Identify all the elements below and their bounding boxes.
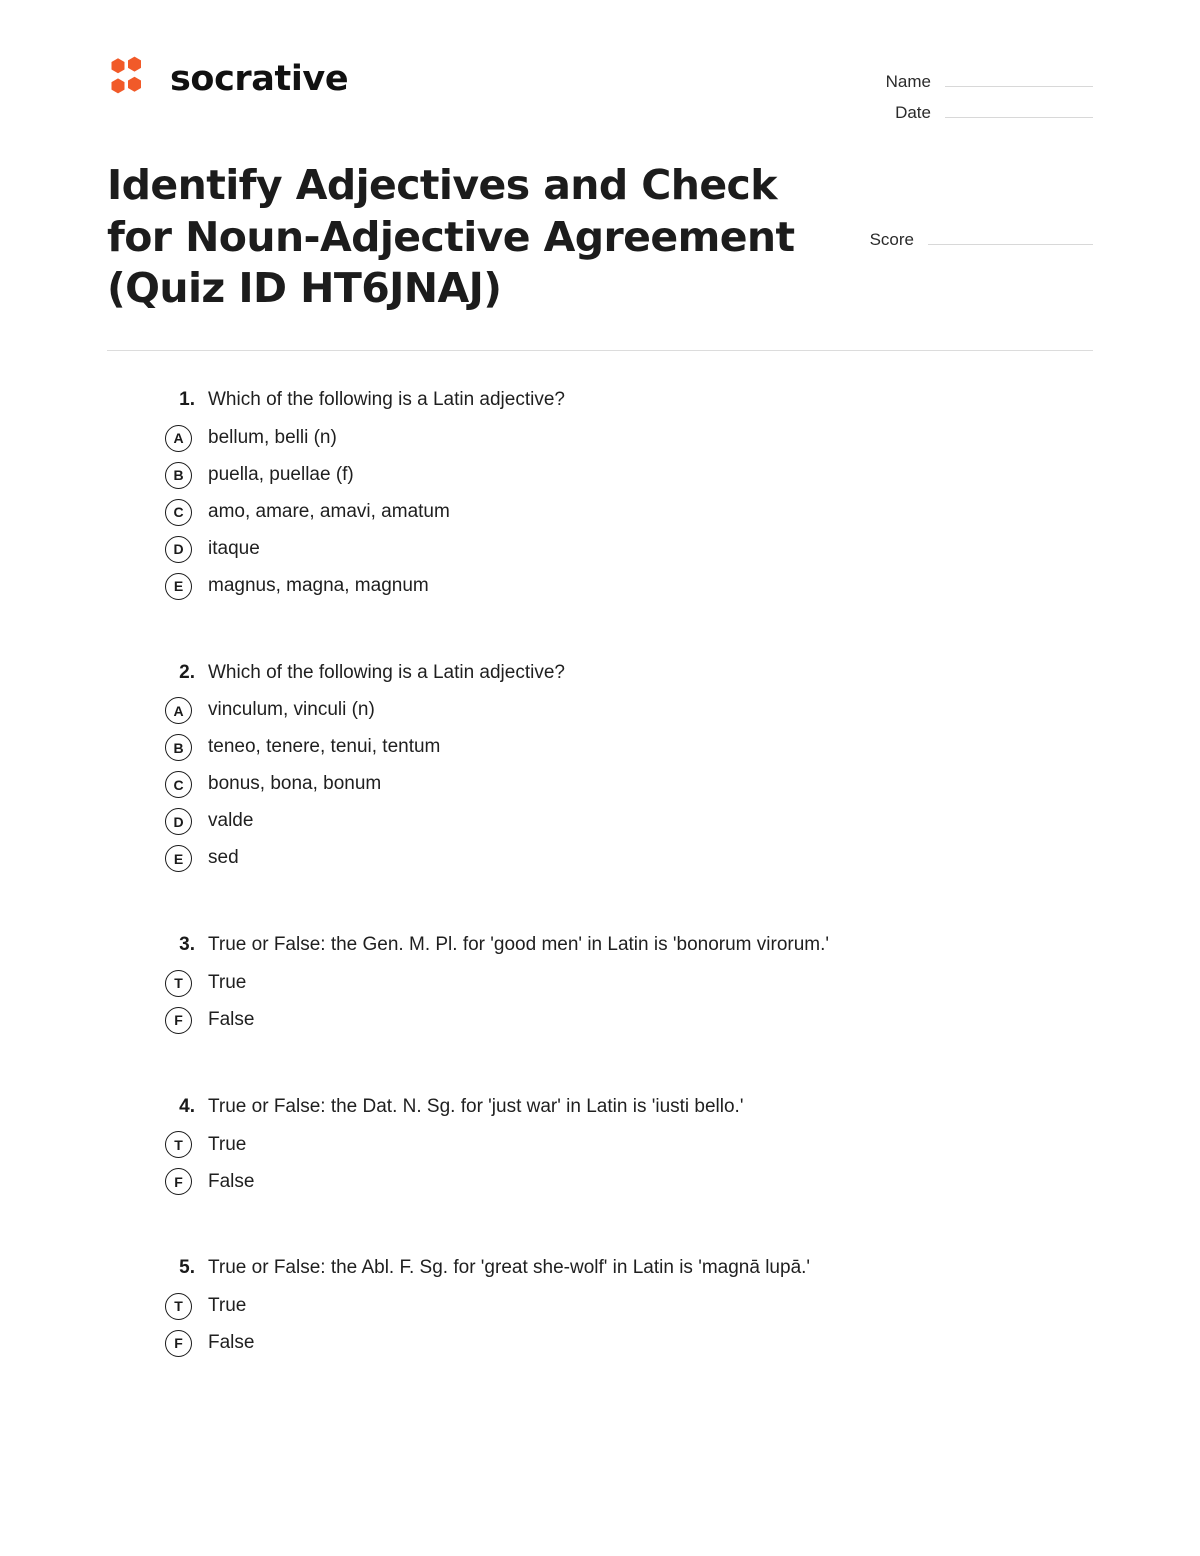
- answer-option[interactable]: [165, 970, 1093, 997]
- question-text: True or False: the Abl. F. Sg. for 'great she-wolf' in Latin is 'magnā lupā.': [208, 1257, 811, 1279]
- answer-option[interactable]: [165, 845, 1093, 872]
- question-heading: [165, 1255, 1093, 1282]
- date-field-rule[interactable]: [945, 116, 1093, 118]
- question-number: 4.: [179, 1095, 195, 1117]
- option-bubble[interactable]: B: [165, 734, 192, 761]
- option-bubble[interactable]: E: [165, 845, 192, 872]
- option-bubble[interactable]: C: [165, 771, 192, 798]
- question-block: [165, 1094, 1093, 1196]
- option-label: False: [208, 1332, 255, 1354]
- answer-option[interactable]: [165, 1168, 1093, 1195]
- option-bubble[interactable]: E: [165, 573, 192, 600]
- answer-option[interactable]: [165, 573, 1093, 600]
- question-heading: [165, 932, 1093, 959]
- answer-option[interactable]: [165, 771, 1093, 798]
- option-label: False: [208, 1008, 255, 1030]
- question-block: [165, 387, 1093, 600]
- question-heading: [165, 1094, 1093, 1121]
- question-heading: [165, 387, 1093, 414]
- option-bubble[interactable]: B: [165, 462, 192, 489]
- questions-list: [107, 387, 1093, 1357]
- student-meta-fields: [858, 56, 1093, 134]
- option-bubble[interactable]: D: [165, 808, 192, 835]
- option-bubble[interactable]: A: [165, 425, 192, 452]
- option-bubble[interactable]: F: [165, 1330, 192, 1357]
- option-bubble[interactable]: F: [165, 1007, 192, 1034]
- question-number: 5.: [179, 1257, 195, 1279]
- answer-option[interactable]: [165, 1131, 1093, 1158]
- question-number: 1.: [179, 388, 195, 410]
- answer-option[interactable]: [165, 499, 1093, 526]
- option-label: itaque: [208, 537, 260, 559]
- score-field-rule[interactable]: [928, 243, 1093, 245]
- option-label: amo, amare, amavi, amatum: [208, 500, 450, 522]
- option-bubble[interactable]: D: [165, 536, 192, 563]
- question-text: True or False: the Dat. N. Sg. for 'just war' in Latin is 'iusti bello.': [208, 1095, 744, 1117]
- name-field-rule[interactable]: [945, 85, 1093, 87]
- question-block: [165, 660, 1093, 873]
- answer-option[interactable]: [165, 734, 1093, 761]
- name-field-label: Name: [885, 72, 931, 91]
- title-row: [107, 160, 1093, 315]
- option-label: magnus, magna, magnum: [208, 574, 429, 596]
- date-field-row: [858, 103, 1093, 123]
- question-heading: [165, 660, 1093, 687]
- question-number: 2.: [179, 661, 195, 683]
- option-label: valde: [208, 810, 254, 832]
- option-label: bellum, belli (n): [208, 426, 337, 448]
- option-label: puella, puellae (f): [208, 463, 354, 485]
- answer-option[interactable]: [165, 425, 1093, 452]
- option-label: sed: [208, 847, 239, 869]
- score-field-label: Score: [869, 230, 914, 249]
- option-bubble[interactable]: F: [165, 1168, 192, 1195]
- option-bubble[interactable]: T: [165, 1293, 192, 1320]
- socrative-hexagons-logo-icon: [107, 56, 153, 102]
- option-label: True: [208, 1133, 247, 1155]
- option-label: True: [208, 1295, 247, 1317]
- answer-option[interactable]: [165, 808, 1093, 835]
- score-field-row: [870, 230, 1093, 250]
- answer-option[interactable]: [165, 462, 1093, 489]
- question-number: 3.: [179, 934, 195, 956]
- option-label: teneo, tenere, tenui, tentum: [208, 736, 441, 758]
- question-text: True or False: the Gen. M. Pl. for 'good men' in Latin is 'bonorum virorum.': [208, 934, 830, 956]
- answer-option[interactable]: [165, 1293, 1093, 1320]
- option-bubble[interactable]: T: [165, 1131, 192, 1158]
- header-divider: [107, 349, 1093, 351]
- option-label: vinculum, vinculi (n): [208, 699, 375, 721]
- question-block: [165, 932, 1093, 1034]
- option-bubble[interactable]: C: [165, 499, 192, 526]
- date-field-label: Date: [895, 103, 931, 122]
- option-label: bonus, bona, bonum: [208, 773, 382, 795]
- page-title: Identify Adjectives and Check for Noun-Adjective Agreement (Quiz ID HT6JNAJ): [107, 161, 795, 313]
- option-label: False: [208, 1170, 255, 1192]
- option-label: True: [208, 971, 247, 993]
- name-field-row: [858, 72, 1093, 92]
- brand-wordmark: socrative: [170, 58, 349, 99]
- option-bubble[interactable]: T: [165, 970, 192, 997]
- answer-option[interactable]: [165, 1007, 1093, 1034]
- answer-option[interactable]: [165, 697, 1093, 724]
- answer-option[interactable]: [165, 536, 1093, 563]
- answer-option[interactable]: [165, 1330, 1093, 1357]
- option-bubble[interactable]: A: [165, 697, 192, 724]
- brand-logo: [107, 56, 348, 102]
- question-text: Which of the following is a Latin adjective?: [208, 661, 565, 683]
- question-text: Which of the following is a Latin adjective?: [208, 388, 565, 410]
- page-header: [107, 0, 1093, 134]
- question-block: [165, 1255, 1093, 1357]
